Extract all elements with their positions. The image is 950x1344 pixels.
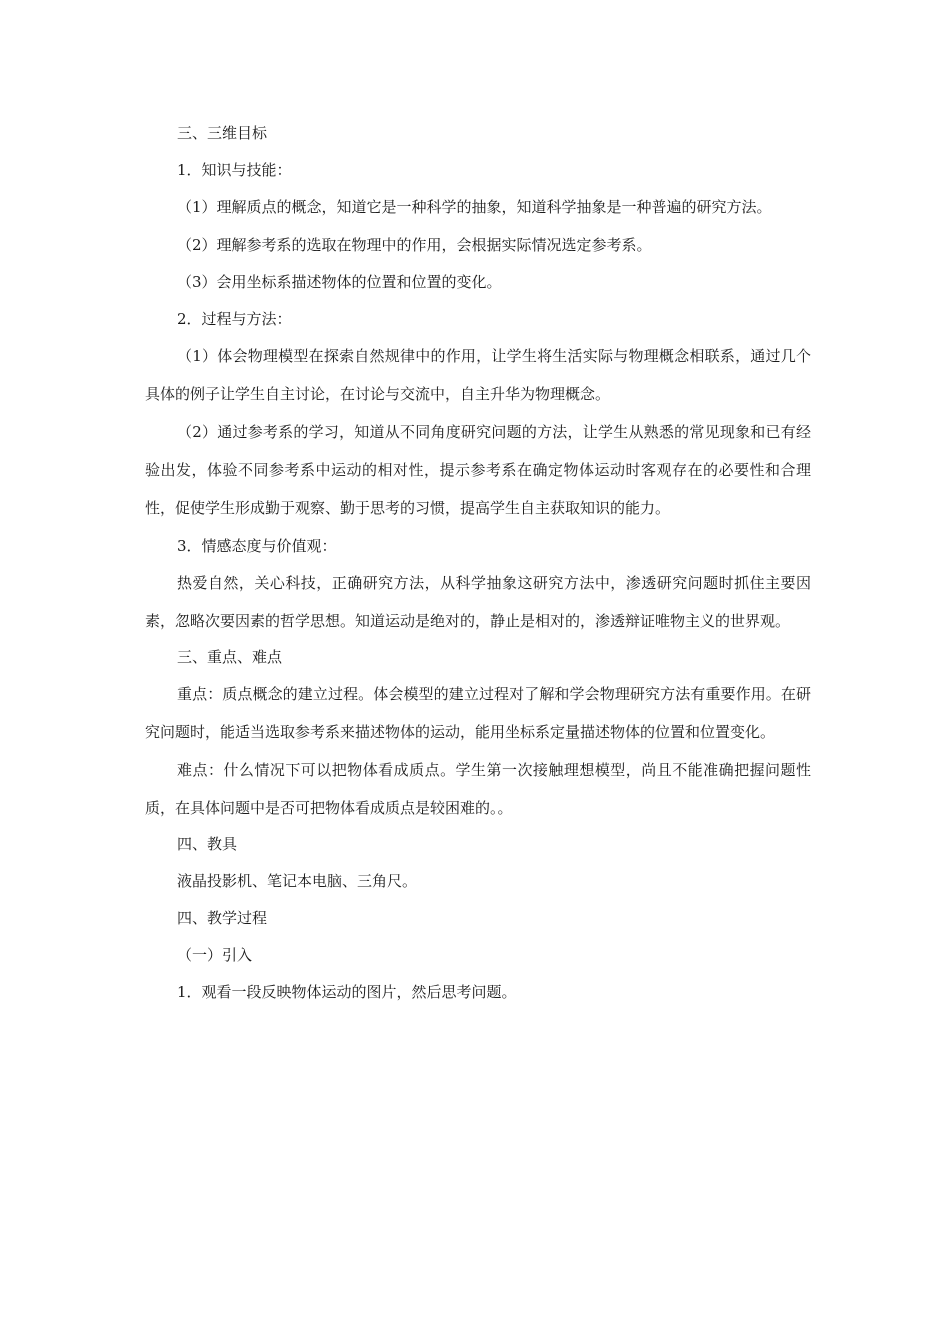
paragraph-process-2: （2）通过参考系的学习，知道从不同角度研究问题的方法，让学生从熟悉的常见现象和已有经验出发，体验不同参考系中运动的相对性，提示参考系在确定物体运动时客观存在的必要性和合理性，促使学生形成勤于观察、勤于思考的习惯，提高学生自主获取知识的能力。 [145,423,811,517]
paragraph-difficulty: 难点：什么情况下可以把物体看成质点。学生第一次接触理想模型，尚且不能准确把握问题性质，在具体问题中是否可把物体看成质点是较困难的。。 [145,761,811,817]
paragraph-introduction-1: 1．观看一段反映物体运动的图片，然后思考问题。 [177,983,517,1001]
section-heading-goals: 三、三维目标 [177,124,268,142]
subheading-process-method: 2．过程与方法： [177,310,292,328]
subheading-emotion-values: 3．情感态度与价值观： [177,537,337,555]
section-heading-teaching-process: 四、教学过程 [177,909,268,927]
paragraph-process-1: （1）体会物理模型在探索自然规律中的作用，让学生将生活实际与物理概念相联系，通过几个具体的例子让学生自主讨论，在讨论与交流中，自主升华为物理概念。 [145,347,811,403]
paragraph-knowledge-1: （1）理解质点的概念，知道它是一种科学的抽象，知道科学抽象是一种普遍的研究方法。 [177,198,772,216]
paragraph-knowledge-2: （2）理解参考系的选取在物理中的作用，会根据实际情况选定参考系。 [177,236,652,254]
paragraph-key-point: 重点：质点概念的建立过程。体会模型的建立过程对了解和学会物理研究方法有重要作用。在研究问题时，能适当选取参考系来描述物体的运动，能用坐标系定量描述物体的位置和位置变化。 [145,685,811,741]
paragraph-teaching-aids: 液晶投影机、笔记本电脑、三角尺。 [177,872,418,890]
paragraph-knowledge-3: （3）会用坐标系描述物体的位置和位置的变化。 [177,273,502,291]
paragraph-emotion-values: 热爱自然，关心科技，正确研究方法，从科学抽象这研究方法中，渗透研究问题时抓住主要因素，忽略次要因素的哲学思想。知道运动是绝对的，静止是相对的，渗透辩证唯物主义的世界观。 [145,574,811,630]
subheading-knowledge-skills: 1．知识与技能： [177,161,292,179]
section-heading-teaching-aids: 四、教具 [177,835,238,853]
section-heading-key-points: 三、重点、难点 [177,648,283,666]
document-body [145,122,811,1018]
subheading-introduction: （一）引入 [177,946,253,964]
